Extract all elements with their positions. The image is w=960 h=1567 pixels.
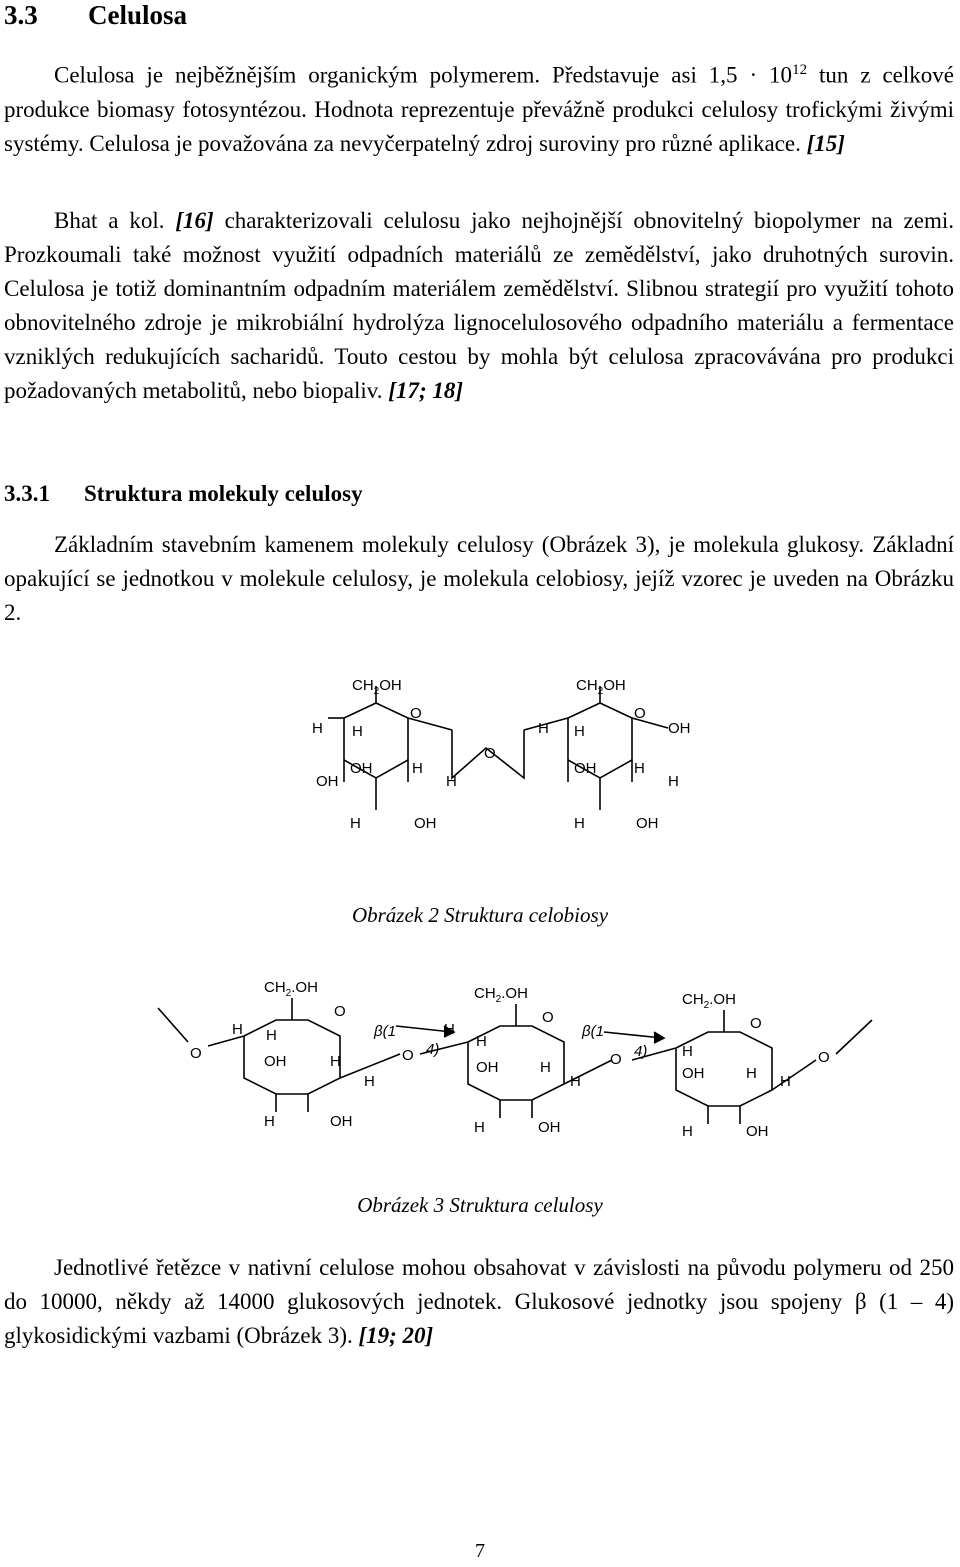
paragraph-2 <box>4 204 954 408</box>
ring-2-h-label-2: H <box>476 1033 487 1050</box>
beta-symbol: β <box>854 1289 867 1314</box>
cellobiose-structure-diagram <box>0 660 960 860</box>
ring-3-h-label-4: H <box>682 1123 693 1140</box>
ring-3-ch2oh-label: $CH_2.OH$ <box>682 991 736 1011</box>
ring-1-h-label-2: H <box>266 1027 277 1044</box>
ring-3-h-label-3: H <box>780 1073 791 1090</box>
paragraph-3-text: Základním stavebním kamenem molekuly celulosy (Obrázek 3), je molekula glukosy. Základní opakující se jednotkou v molekule celulosy, je molekula celobiosy, jejíž vzorec je uveden na Obrázku 2. <box>4 532 954 625</box>
left-ch2oh-label: $CH_2OH$ <box>352 677 402 697</box>
right-oh-label-1: OH <box>668 720 691 737</box>
linkage-arrow-2 <box>604 1032 662 1038</box>
ring-2-h-label-1: H <box>444 1021 455 1038</box>
citation-19-20: [19; 20] <box>358 1323 434 1348</box>
linkage-1-oxygen-label: O <box>402 1047 414 1064</box>
left-h-label-3: H <box>412 760 423 777</box>
figure-3-caption: Obrázek 3 Struktura celulosy <box>357 1193 603 1217</box>
right-oh-label-3: OH <box>636 815 659 832</box>
ring-2-oxygen-label: O <box>542 1009 554 1026</box>
left-h-label-2: H <box>352 723 363 740</box>
paragraph-4-text-before: Jednotlivé řetězce v nativní celulose mohou obsahovat v závislosti na původu polymeru od 250 do 10000, někdy až 14000 glukosových jednotek. Glukosové jednotky jsou spojeny <box>4 1255 954 1314</box>
ring-2-h-label-5: H <box>474 1119 485 1136</box>
left-h-label-5: H <box>350 815 361 832</box>
chain-end-tail <box>836 1020 872 1054</box>
right-h-label-5: H <box>574 815 585 832</box>
left-h-label-1: H <box>312 720 323 737</box>
ring-3-oxygen-label: O <box>750 1015 762 1032</box>
cellulose-structure-diagram <box>0 970 960 1150</box>
subsection-title: Struktura molekuly celulosy <box>84 481 363 506</box>
citation-16: [16] <box>175 208 214 233</box>
ring-2-ch2oh-label: $CH_2.OH$ <box>474 985 528 1005</box>
ring-3-h-label-2: H <box>746 1065 757 1082</box>
subsection-heading <box>4 481 363 507</box>
ring-2-h-label-3: H <box>540 1059 551 1076</box>
ring-1-oh-label-2: OH <box>330 1113 353 1130</box>
citation-17-18: [17; 18] <box>388 378 464 403</box>
linkage-2-end: 4) <box>634 1043 648 1060</box>
left-oh-label-1: OH <box>316 773 339 790</box>
ring-2-oh-label-2: OH <box>538 1119 561 1136</box>
section-heading <box>4 0 187 31</box>
linkage-1-end: 4) <box>426 1041 440 1058</box>
right-h-label-2: H <box>574 723 585 740</box>
chain-end-oxygen-label: O <box>818 1049 830 1066</box>
ring-3-oh-label-1: OH <box>682 1065 705 1082</box>
paragraph-1-exponent: 12 <box>792 62 808 78</box>
ring-2-h-label-4: H <box>570 1073 581 1090</box>
left-oh-label-2: OH <box>350 760 373 777</box>
chain-start-bond <box>158 1008 188 1042</box>
right-ring-oxygen-label: O <box>634 705 646 722</box>
paragraph-3 <box>4 528 954 630</box>
ring-2-oh-label-1: OH <box>476 1059 499 1076</box>
citation-15: [15] <box>806 130 845 156</box>
left-h-label-4: H <box>446 773 457 790</box>
page-number: 7 <box>475 1540 485 1562</box>
ring-1-ch2oh-label: $CH_2.OH$ <box>264 979 318 999</box>
ring-1-bonds <box>244 1020 340 1094</box>
linkage-2-beta: β(1 <box>582 1023 604 1040</box>
ring-1-oh-label-1: OH <box>264 1053 287 1070</box>
chain-end-bond <box>772 1060 816 1090</box>
chain-start-oxygen-label: O <box>190 1045 202 1062</box>
right-h-label-4: H <box>668 773 679 790</box>
linkage-1-beta: β(1 <box>374 1023 396 1040</box>
linkage-arrowhead-2 <box>654 1032 664 1043</box>
ring-1-h-label-5: H <box>264 1113 275 1130</box>
section-number: 3.3 <box>4 0 38 30</box>
right-oh-label-2: OH <box>574 760 597 777</box>
paragraph-2-text: charakterizovali celulosu jako nejhojnější obnovitelný biopolymer na zemi. Prozkoumali také možnost využití odpadních materiálů ze zemědělství, jako druhotných surovin. Celulosa je totiž dominantním odpadním materiálem zemědělství. Slibnou strategií pro využití tohoto obnovitelného zdroje je mikrobiální hydrolýza lignocelulosového odpadního materiálu a fermentace vzniklých redukujících sacharidů. Touto cestou by mohla být celulosa zpracovávána pro produkci požadovaných metabolitů, nebo biopaliv. <box>4 208 954 403</box>
ring-3-h-label-1: H <box>682 1043 693 1060</box>
ring-1-h-label-4: H <box>364 1073 375 1090</box>
ring-1-h-label-1: H <box>232 1021 243 1038</box>
figure-2-caption: Obrázek 2 Struktura celobiosy <box>351 903 609 927</box>
ring-3-oh-label-2: OH <box>746 1123 769 1140</box>
section-title: Celulosa <box>88 0 188 30</box>
linkage-2-oxygen-label: O <box>610 1051 622 1068</box>
left-ring-oxygen-label: O <box>410 705 422 722</box>
paragraph-1-text-after: tun z celkové produkce biomasy fotosyntézou. Hodnota reprezentuje převážně produkci celulosy trofickými živými systémy. Celulosa je považována za nevyčerpatelný zdroj suroviny pro různé aplikace. <box>4 62 954 156</box>
ring-1-h-label-3: H <box>330 1053 341 1070</box>
right-h-label-3: H <box>634 760 645 777</box>
paragraph-4 <box>4 1251 954 1353</box>
left-oh-label-3: OH <box>414 815 437 832</box>
bridge-oxygen-label: O <box>484 745 496 762</box>
paragraph-2-text-before: Bhat a kol. <box>54 208 176 233</box>
paragraph-4-text-after: (1 – 4) glykosidickými vazbami (Obrázek 3). <box>4 1289 954 1348</box>
right-ch2oh-label: $CH_2OH$ <box>576 677 626 697</box>
right-h-label-1: H <box>538 720 549 737</box>
paragraph-1-text: Celulosa je nejběžnějším organickým polymerem. Představuje asi 1,5 · 10 <box>54 62 793 88</box>
subsection-number: 3.3.1 <box>4 481 50 506</box>
ring-1-oxygen-label: O <box>334 1003 346 1020</box>
paragraph-1 <box>4 53 954 161</box>
